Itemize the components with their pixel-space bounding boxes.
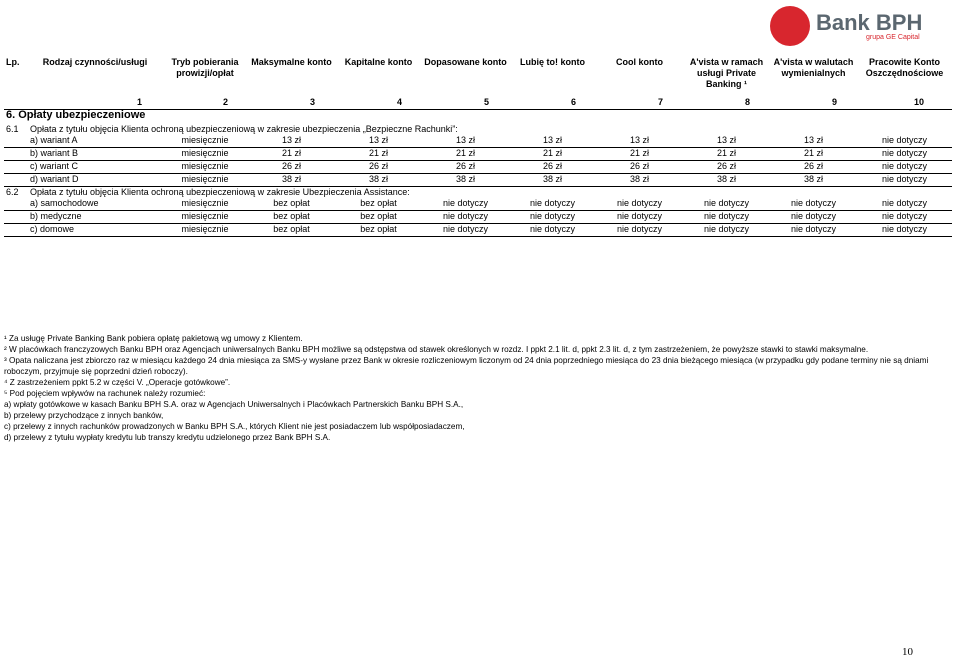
table-row bbox=[4, 198, 952, 211]
row-value: nie dotyczy bbox=[683, 211, 770, 224]
logo-emblem-icon bbox=[770, 6, 810, 46]
row-value: nie dotyczy bbox=[857, 198, 952, 211]
row-value: 13 zł bbox=[422, 135, 509, 148]
row-mode: miesięcznie bbox=[162, 148, 248, 161]
col-header: Tryb pobierania prowizji/opłat bbox=[171, 57, 239, 78]
col-number: 10 bbox=[857, 97, 952, 110]
row-value: nie dotyczy bbox=[596, 198, 683, 211]
row-mode: miesięcznie bbox=[162, 211, 248, 224]
footnote: ¹ Za usługę Private Banking Bank pobiera opłatę pakietową wg umowy z Klientem. bbox=[4, 334, 303, 343]
footnote: ⁴ Z zastrzeżeniem ppkt 5.2 w części V. „Operacje gotówkowe”. bbox=[4, 378, 231, 387]
col-header: Dopasowane konto bbox=[424, 57, 507, 67]
footnote: c) przelewy z innych rachunków prowadzonych w Banku BPH S.A., których Klient nie jest posiadaczem lub współposiadaczem, bbox=[4, 422, 465, 431]
section-title: 6. Opłaty ubezpieczeniowe bbox=[6, 109, 146, 121]
group-lp: 6.2 bbox=[6, 187, 19, 197]
col-header: Maksymalne konto bbox=[251, 57, 332, 67]
row-value: 21 zł bbox=[596, 148, 683, 161]
row-value: 38 zł bbox=[509, 174, 596, 187]
row-label: c) domowe bbox=[28, 224, 162, 237]
row-value: 26 zł bbox=[509, 161, 596, 174]
row-mode: miesięcznie bbox=[162, 224, 248, 237]
footnote: ³ Opata naliczana jest zbiorczo raz w miesiącu każdego 24 dnia miesiąca za SMS-y wysłane przez Bank w okresie rozliczeniowym liczonym od 24 dnia poprzedniego miesiąca do 23 dnia bieżącego miesiąca (w przypadku gdy podane terminy nie są dniami roboczym, przyjmuje się poprzedni dzień roboczy). bbox=[4, 356, 929, 376]
row-value: nie dotyczy bbox=[509, 224, 596, 237]
col-header: Lp. bbox=[6, 57, 20, 67]
col-header: Lubię to! konto bbox=[520, 57, 585, 67]
row-label: b) wariant B bbox=[28, 148, 162, 161]
table-row bbox=[4, 224, 952, 237]
row-value: nie dotyczy bbox=[683, 198, 770, 211]
row-value: 21 zł bbox=[770, 148, 857, 161]
row-value: 38 zł bbox=[596, 174, 683, 187]
row-value: nie dotyczy bbox=[857, 174, 952, 187]
row-value: 38 zł bbox=[683, 174, 770, 187]
row-value: 38 zł bbox=[248, 174, 335, 187]
col-number: 3 bbox=[248, 97, 335, 110]
row-value: 13 zł bbox=[770, 135, 857, 148]
table-row bbox=[4, 211, 952, 224]
row-mode: miesięcznie bbox=[162, 135, 248, 148]
bank-logo bbox=[770, 4, 923, 48]
col-number: 6 bbox=[509, 97, 596, 110]
row-value: 13 zł bbox=[596, 135, 683, 148]
row-value: nie dotyczy bbox=[422, 211, 509, 224]
col-header: Pracowite Konto Oszczędnościowe bbox=[865, 57, 944, 78]
row-value: bez opłat bbox=[335, 198, 422, 211]
row-value: nie dotyczy bbox=[422, 224, 509, 237]
row-value: 21 zł bbox=[683, 148, 770, 161]
column-number-row bbox=[4, 97, 952, 110]
table-row bbox=[4, 135, 952, 148]
group-lp: 6.1 bbox=[6, 124, 19, 134]
row-value: 26 zł bbox=[683, 161, 770, 174]
row-value: nie dotyczy bbox=[509, 198, 596, 211]
footnote: ² W placówkach franczyzowych Banku BPH oraz Agencjach uniwersalnych Banku BPH możliwe są odstępstwa od stawek określonych w rozdz. I ppkt 2.1 lit. d, ppkt 2.3 lit. d, z tym zastrzeżeniem, że powyższe stawki to stawki maksymalne. bbox=[4, 345, 869, 354]
footnote: d) przelewy z tytułu wypłaty kredytu lub transzy kredytu udzielonego przez Bank BPH S.A. bbox=[4, 433, 331, 442]
col-number: 1 bbox=[4, 97, 162, 110]
row-value: 13 zł bbox=[335, 135, 422, 148]
row-value: 26 zł bbox=[770, 161, 857, 174]
col-header: Cool konto bbox=[616, 57, 663, 67]
logo-subtitle: grupa GE Capital bbox=[866, 34, 920, 41]
row-value: nie dotyczy bbox=[596, 211, 683, 224]
logo-name: Bank BPH bbox=[816, 10, 923, 35]
row-value: nie dotyczy bbox=[857, 161, 952, 174]
row-label: a) samochodowe bbox=[28, 198, 162, 211]
col-number: 7 bbox=[596, 97, 683, 110]
col-header: A'vista w walutach wymienialnych bbox=[773, 57, 854, 78]
col-number: 9 bbox=[770, 97, 857, 110]
row-value: nie dotyczy bbox=[857, 135, 952, 148]
col-number: 4 bbox=[335, 97, 422, 110]
row-value: bez opłat bbox=[248, 224, 335, 237]
table-header-row bbox=[4, 57, 952, 97]
row-label: b) medyczne bbox=[28, 211, 162, 224]
group-description: Opłata z tytułu objęcia Klienta ochroną ubezpieczeniową w zakresie Ubezpieczenia Assistance: bbox=[30, 187, 410, 197]
row-value: nie dotyczy bbox=[422, 198, 509, 211]
table-row bbox=[4, 148, 952, 161]
row-label: d) wariant D bbox=[28, 174, 162, 187]
col-number: 2 bbox=[162, 97, 248, 110]
row-mode: miesięcznie bbox=[162, 198, 248, 211]
row-value: nie dotyczy bbox=[770, 198, 857, 211]
row-value: 26 zł bbox=[596, 161, 683, 174]
group-description: Opłata z tytułu objęcia Klienta ochroną ubezpieczeniową w zakresie ubezpieczenia „Bezpieczne Rachunki”: bbox=[30, 124, 458, 134]
row-value: 26 zł bbox=[248, 161, 335, 174]
row-value: bez opłat bbox=[335, 224, 422, 237]
footnotes bbox=[4, 333, 954, 443]
row-value: nie dotyczy bbox=[770, 224, 857, 237]
row-value: 21 zł bbox=[509, 148, 596, 161]
row-label: c) wariant C bbox=[28, 161, 162, 174]
col-header: Rodzaj czynności/usługi bbox=[42, 57, 148, 67]
footnote: ⁵ Pod pojęciem wpływów na rachunek należy rozumieć: bbox=[4, 389, 206, 398]
row-value: 38 zł bbox=[422, 174, 509, 187]
col-number: 8 bbox=[683, 97, 770, 110]
row-value: 38 zł bbox=[335, 174, 422, 187]
row-value: 13 zł bbox=[248, 135, 335, 148]
group-row bbox=[4, 187, 952, 199]
row-value: 38 zł bbox=[770, 174, 857, 187]
table-row bbox=[4, 174, 952, 187]
section-row bbox=[4, 110, 952, 125]
row-value: nie dotyczy bbox=[857, 148, 952, 161]
table-row bbox=[4, 161, 952, 174]
row-value: bez opłat bbox=[335, 211, 422, 224]
col-header: Kapitalne konto bbox=[344, 57, 413, 67]
col-header: A'vista w ramach usługi Private Banking ¹ bbox=[689, 57, 764, 89]
footnote: a) wpłaty gotówkowe w kasach Banku BPH S.A. oraz w Agencjach Uniwersalnych i Placówkach Partnerskich Banku BPH S.A., bbox=[4, 400, 464, 409]
col-number: 5 bbox=[422, 97, 509, 110]
row-value: nie dotyczy bbox=[857, 211, 952, 224]
row-value: 13 zł bbox=[683, 135, 770, 148]
row-value: 26 zł bbox=[422, 161, 509, 174]
row-value: 26 zł bbox=[335, 161, 422, 174]
row-value: nie dotyczy bbox=[683, 224, 770, 237]
row-value: bez opłat bbox=[248, 198, 335, 211]
row-mode: miesięcznie bbox=[162, 174, 248, 187]
row-value: 21 zł bbox=[335, 148, 422, 161]
row-value: bez opłat bbox=[248, 211, 335, 224]
row-label: a) wariant A bbox=[28, 135, 162, 148]
fees-table bbox=[4, 57, 952, 237]
footnote: b) przelewy przychodzące z innych banków, bbox=[4, 411, 164, 420]
row-mode: miesięcznie bbox=[162, 161, 248, 174]
page-number: 10 bbox=[902, 646, 913, 658]
row-value: 21 zł bbox=[422, 148, 509, 161]
row-value: nie dotyczy bbox=[509, 211, 596, 224]
row-value: nie dotyczy bbox=[596, 224, 683, 237]
row-value: nie dotyczy bbox=[857, 224, 952, 237]
row-value: nie dotyczy bbox=[770, 211, 857, 224]
row-value: 13 zł bbox=[509, 135, 596, 148]
row-value: 21 zł bbox=[248, 148, 335, 161]
group-row bbox=[4, 124, 952, 135]
